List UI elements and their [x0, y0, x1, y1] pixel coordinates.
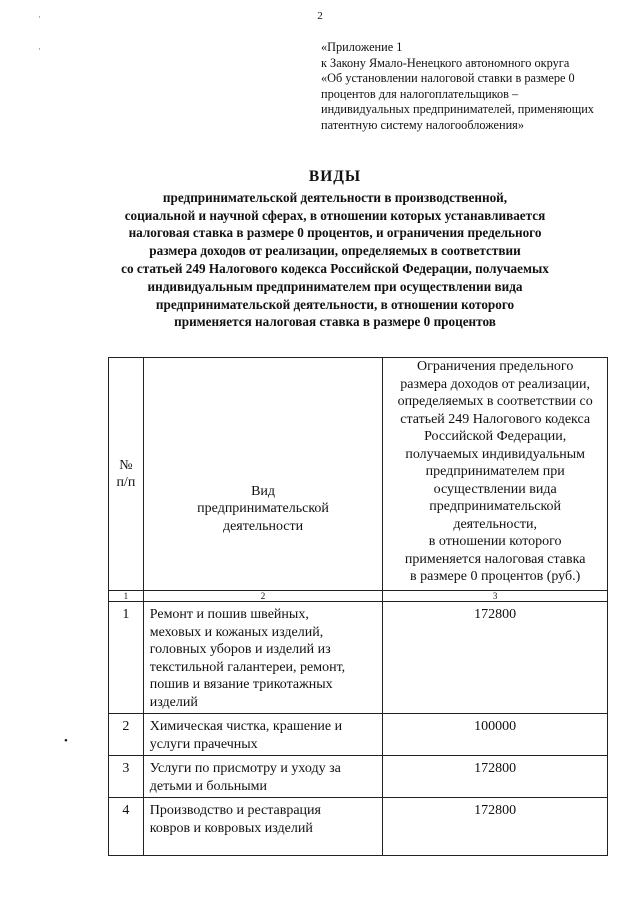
header-type-line: Вид: [251, 483, 276, 499]
title-line: социальной и научной сферах, в отношении которых устанавливается: [124, 207, 546, 223]
annex-line: «Приложение 1: [321, 40, 403, 54]
row-activity: [143, 798, 383, 856]
header-limit-line: предпринимательской: [429, 499, 562, 514]
activity-line: текстильной галантереи, ремонт,: [149, 659, 346, 675]
table-row: [109, 714, 608, 756]
row-number: 4: [109, 798, 144, 856]
annex-reference: [321, 40, 621, 134]
row-activity: [143, 714, 383, 756]
header-limit-line: предпринимателем при: [425, 464, 565, 479]
row-number: 1: [109, 602, 144, 714]
scan-speck: ·: [38, 12, 41, 22]
table-row: [109, 798, 608, 856]
annex-line: индивидуальных предпринимателей, применяющих: [321, 102, 594, 117]
column-number: 2: [143, 591, 383, 602]
header-limit-line: Российской Федерации,: [424, 429, 567, 444]
row-income-limit: 172800: [383, 602, 608, 714]
header-limit-line: в отношении которого: [428, 534, 562, 549]
header-limit-line: применяется налоговая ставка: [404, 551, 586, 567]
title-line: размера доходов от реализации, определяемых в соответствии: [149, 243, 521, 259]
activity-line: услуги прачечных: [149, 736, 258, 752]
activity-line: головных уборов и изделий из: [149, 642, 331, 657]
header-number: [109, 358, 144, 591]
column-number: 1: [109, 591, 144, 602]
activity-line: Ремонт и пошив швейных,: [149, 607, 309, 622]
row-income-limit: 100000: [383, 714, 608, 756]
header-limit-line: Ограничения предельного: [416, 359, 574, 374]
header-limit-line: статьей 249 Налогового кодекса: [400, 411, 591, 427]
page-number: 2: [317, 10, 323, 22]
title-line: предпринимательской деятельности в производственной,: [162, 189, 508, 205]
title-line: налоговая ставка в размере 0 процентов, и ограничения предельного: [128, 225, 542, 241]
activity-line: детьми и больными: [149, 778, 267, 794]
header-number-line: №: [119, 457, 133, 473]
activity-line: пошив и вязание трикотажных: [149, 677, 333, 692]
row-activity: [143, 602, 383, 714]
activity-line: меховых и кожаных изделий,: [149, 624, 324, 640]
column-number-row: [109, 591, 608, 602]
header-number-line: п/п: [116, 475, 136, 490]
title-line: предпринимательской деятельности, в отношении которого: [155, 296, 515, 312]
scan-speck: ·: [38, 44, 41, 54]
row-income-limit: 172800: [383, 798, 608, 856]
header-limit-line: получаемых индивидуальным: [405, 446, 585, 462]
header-limit-line: осуществлении вида: [433, 481, 557, 497]
activities-table: [108, 357, 608, 856]
annex-line: к Закону Ямало-Ненецкого автономного округа: [321, 55, 570, 70]
header-limit-line: определяемых в соответствии со: [397, 394, 593, 409]
header-type-line: предпринимательской: [197, 501, 329, 517]
header-limit-line: размера доходов от реализации,: [400, 376, 591, 392]
row-activity: [143, 756, 383, 798]
title-line: со статьей 249 Налогового кодекса Российской Федерации, получаемых: [121, 260, 549, 276]
annex-line: патентную систему налогообложения»: [321, 117, 524, 132]
header-limit-line: деятельности,: [453, 516, 537, 532]
annex-line: «Об установлении налоговой ставки в размере 0: [321, 71, 575, 86]
activity-line: ковров и ковровых изделий: [149, 820, 313, 836]
activity-line: Химическая чистка, крашение и: [149, 719, 343, 734]
title-line: применяется налоговая ставка в размере 0 процентов: [174, 314, 496, 330]
title-main: ВИДЫ: [308, 168, 362, 185]
header-limit-line: в размере 0 процентов (руб.): [410, 569, 581, 584]
table-header-row: [109, 358, 608, 591]
row-number: 2: [109, 714, 144, 756]
title-line: индивидуальным предпринимателем при осуществлении вида: [147, 278, 523, 294]
activity-line: Производство и реставрация: [149, 803, 321, 818]
header-activity-type: [143, 358, 383, 591]
activity-line: Услуги по присмотру и уходу за: [149, 761, 341, 776]
annex-line: процентов для налогоплательщиков –: [321, 86, 519, 101]
scan-speck: •: [64, 735, 68, 747]
header-type-line: деятельности: [222, 518, 304, 534]
table-row: [109, 602, 608, 714]
row-income-limit: 172800: [383, 756, 608, 798]
row-number: 3: [109, 756, 144, 798]
header-income-limit: [383, 358, 608, 591]
column-number: 3: [383, 591, 608, 602]
activity-line: изделий: [149, 694, 198, 710]
document-title: [90, 168, 580, 331]
table-row: [109, 756, 608, 798]
